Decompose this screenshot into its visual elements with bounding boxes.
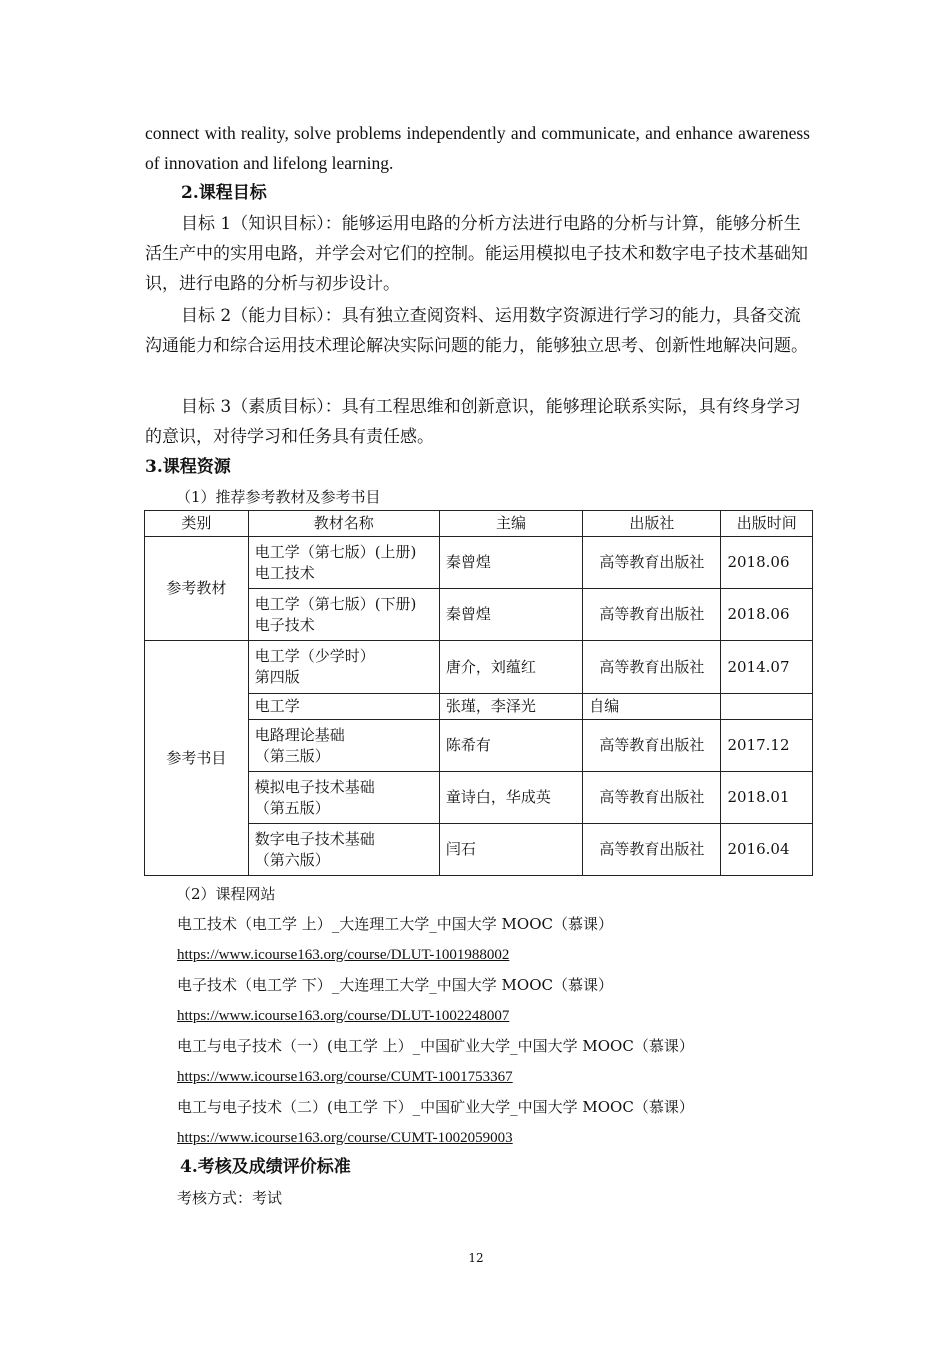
table-header: 类别 bbox=[145, 511, 249, 537]
date-cell bbox=[721, 694, 813, 720]
goal-1-text: 目标 1（知识目标）：能够运用电路的分析方法进行电路的分析与计算，能够分析生活生产中的实用电路，并学会对它们的控制。能运用模拟电子技术和数字电子技术基础知识，进行电路的分析与初步设计。 bbox=[145, 214, 808, 294]
subheading-websites: （2）课程网站 bbox=[176, 885, 276, 903]
date-cell: 2016.04 bbox=[721, 824, 813, 876]
table-header: 出版社 bbox=[583, 511, 721, 537]
website-link[interactable]: https://www.icourse163.org/course/DLUT-1002248007 bbox=[177, 1008, 510, 1024]
publisher-cell: 高等教育出版社 bbox=[583, 824, 721, 876]
book-name-cell: 电工学（第七版）(上册) 电工技术 bbox=[248, 537, 439, 589]
section-heading-resources: 3.课程资源 bbox=[145, 457, 231, 477]
editor-cell: 张瑾，李泽光 bbox=[439, 694, 582, 720]
date-cell: 2014.07 bbox=[721, 641, 813, 694]
editor-cell: 童诗白，华成英 bbox=[439, 772, 582, 824]
editor-cell: 陈希有 bbox=[439, 720, 582, 772]
publisher-cell: 自编 bbox=[583, 694, 721, 720]
publisher-cell: 高等教育出版社 bbox=[583, 589, 721, 641]
book-name-cell: 电工学（少学时） 第四版 bbox=[248, 641, 439, 694]
page-number: 12 bbox=[468, 1251, 484, 1265]
editor-cell: 闫石 bbox=[439, 824, 582, 876]
table-header: 教材名称 bbox=[248, 511, 439, 537]
editor-cell: 唐介，刘蕴红 bbox=[439, 641, 582, 694]
category-cell: 参考书目 bbox=[145, 641, 249, 876]
goal-3-text: 目标 3（素质目标）：具有工程思维和创新意识，能够理论联系实际，具有终身学习的意识，对待学习和任务具有责任感。 bbox=[145, 397, 801, 447]
goal-2-text: 目标 2（能力目标）：具有独立查阅资料、运用数字资源进行学习的能力，具备交流沟通能力和综合运用技术理论解决实际问题的能力，能够独立思考、创新性地解决问题。 bbox=[145, 306, 808, 356]
website-title: 电工与电子技术（一）(电工学 上）_中国矿业大学_中国大学 MOOC（慕课） bbox=[177, 1037, 694, 1055]
website-link[interactable]: https://www.icourse163.org/course/CUMT-1001753367 bbox=[177, 1069, 513, 1085]
date-cell: 2017.12 bbox=[721, 720, 813, 772]
table-header: 主编 bbox=[439, 511, 582, 537]
publisher-cell: 高等教育出版社 bbox=[583, 720, 721, 772]
book-name-cell: 数字电子技术基础 （第六版） bbox=[248, 824, 439, 876]
website-link[interactable]: https://www.icourse163.org/course/DLUT-1001988002 bbox=[177, 947, 510, 963]
table-header-row bbox=[145, 511, 813, 537]
textbook-table bbox=[144, 510, 813, 876]
table-row bbox=[145, 641, 813, 694]
book-name-cell: 电路理论基础 （第三版） bbox=[248, 720, 439, 772]
publisher-cell: 高等教育出版社 bbox=[583, 772, 721, 824]
assessment-method: 考核方式：考试 bbox=[177, 1189, 283, 1207]
publisher-cell: 高等教育出版社 bbox=[583, 537, 721, 589]
section-heading-assessment: 4.考核及成绩评价标准 bbox=[180, 1157, 351, 1177]
website-title: 电工与电子技术（二）(电工学 下）_中国矿业大学_中国大学 MOOC（慕课） bbox=[177, 1098, 694, 1116]
date-cell: 2018.01 bbox=[721, 772, 813, 824]
website-link[interactable]: https://www.icourse163.org/course/CUMT-1002059003 bbox=[177, 1130, 513, 1146]
category-cell: 参考教材 bbox=[145, 537, 249, 641]
table-row bbox=[145, 537, 813, 589]
book-name-cell: 电工学（第七版）(下册) 电子技术 bbox=[248, 589, 439, 641]
table-header: 出版时间 bbox=[721, 511, 813, 537]
intro-english-text: connect with reality, solve problems independently and communicate, and enhance awareness of innovation and lifelong learning. bbox=[145, 123, 810, 173]
section-heading-goals: 2.课程目标 bbox=[181, 183, 267, 203]
book-name-cell: 电工学 bbox=[248, 694, 439, 720]
date-cell: 2018.06 bbox=[721, 537, 813, 589]
date-cell: 2018.06 bbox=[721, 589, 813, 641]
website-title: 电工技术（电工学 上）_大连理工大学_中国大学 MOOC（慕课） bbox=[177, 915, 613, 933]
book-name-cell: 模拟电子技术基础 （第五版） bbox=[248, 772, 439, 824]
website-title: 电子技术（电工学 下）_大连理工大学_中国大学 MOOC（慕课） bbox=[177, 976, 613, 994]
editor-cell: 秦曾煌 bbox=[439, 589, 582, 641]
editor-cell: 秦曾煌 bbox=[439, 537, 582, 589]
subheading-textbooks: （1）推荐参考教材及参考书目 bbox=[176, 488, 381, 506]
publisher-cell: 高等教育出版社 bbox=[583, 641, 721, 694]
